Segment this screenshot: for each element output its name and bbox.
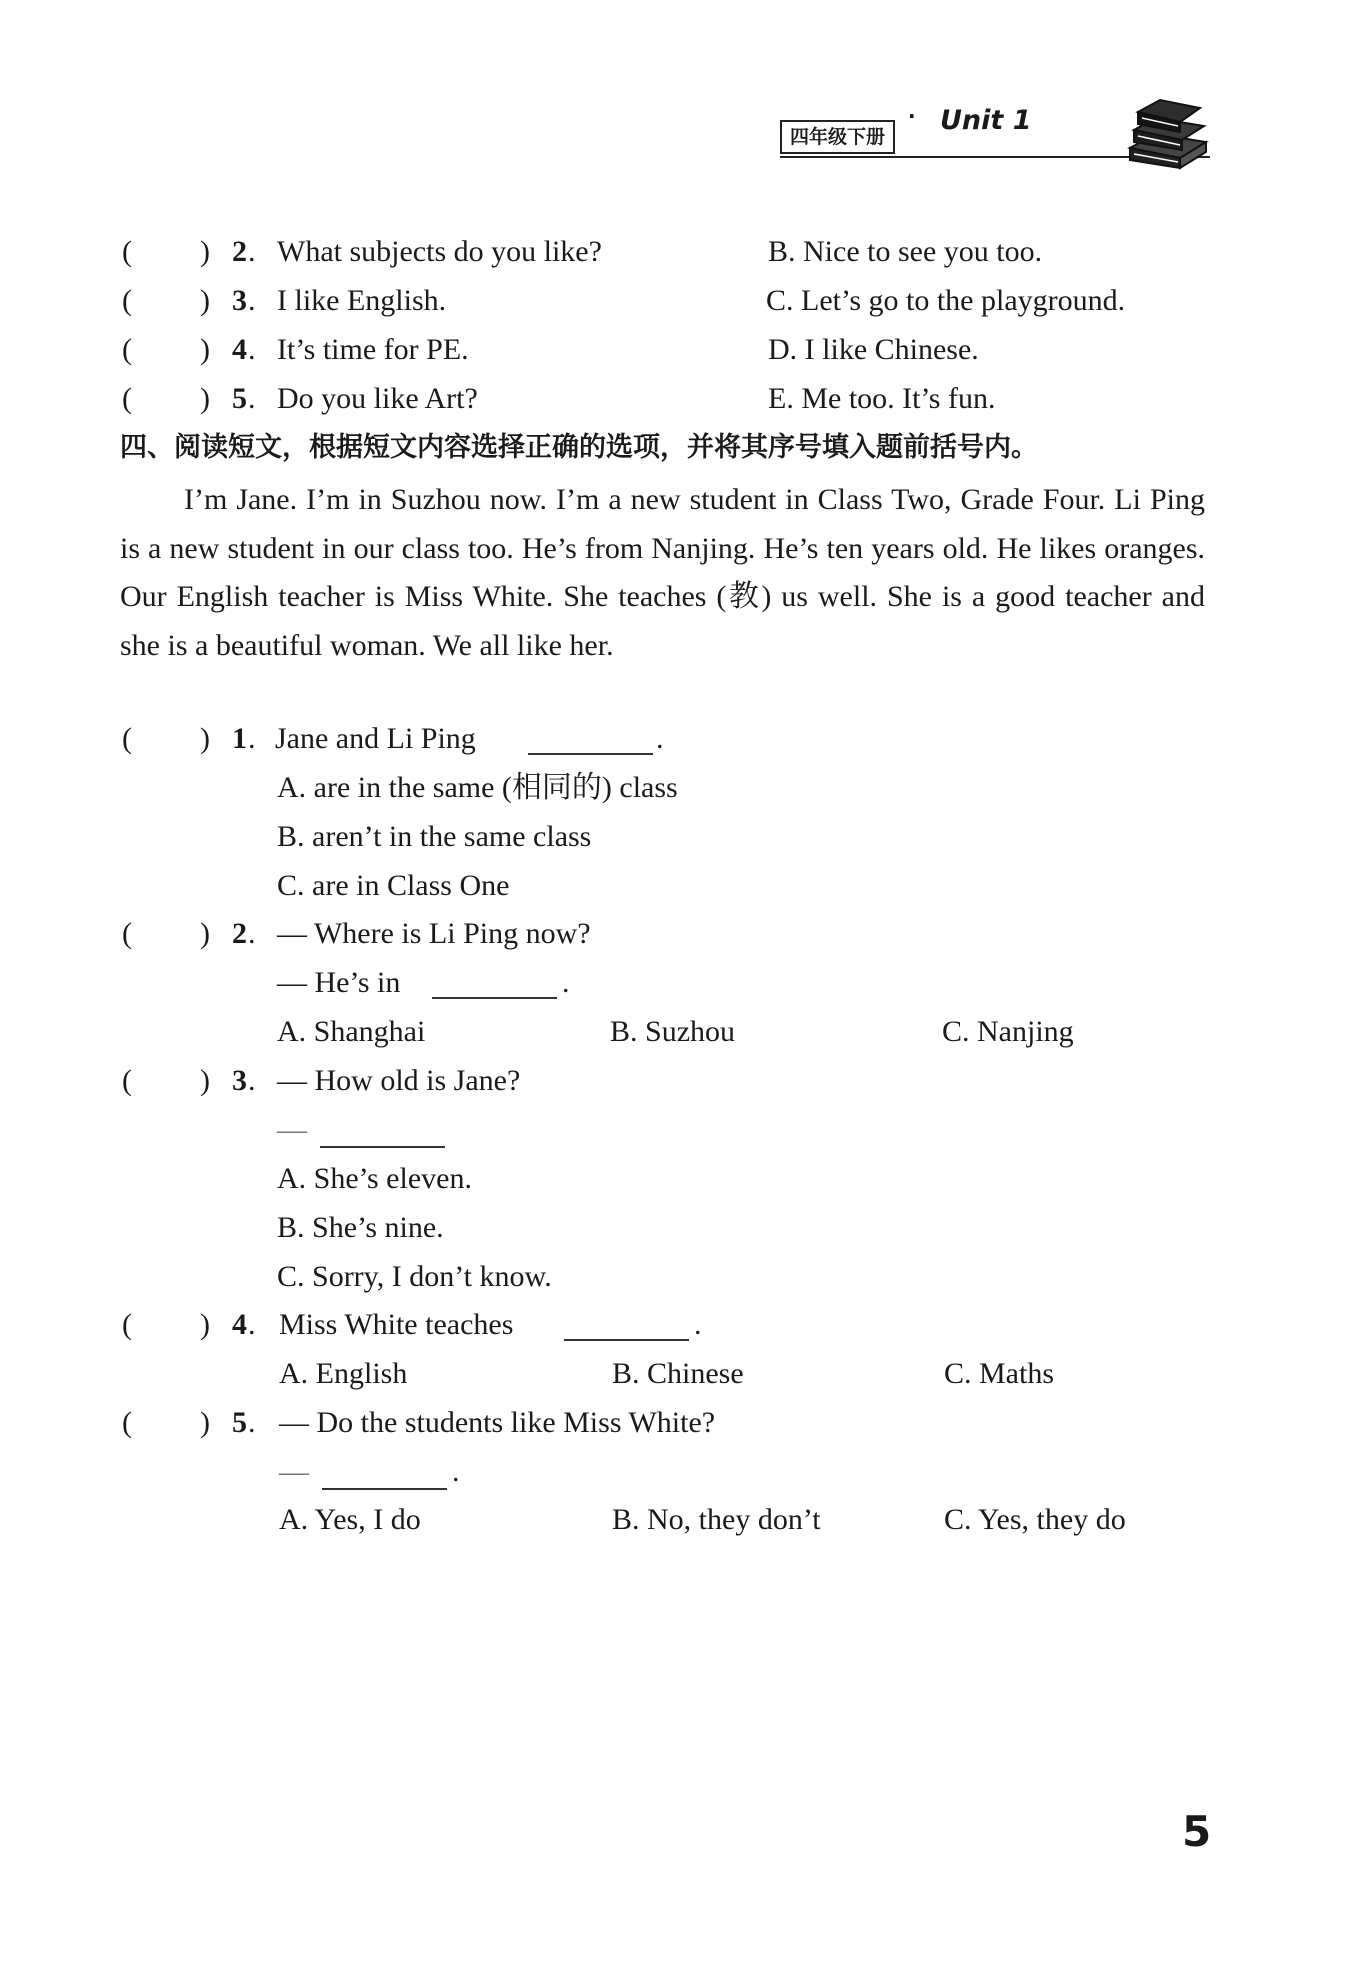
option-c: C. Nanjing (942, 1015, 1074, 1048)
answer-paren-left: ( (122, 1064, 132, 1097)
answer-paren-left: ( (122, 382, 132, 415)
question-number: 5 (232, 382, 247, 415)
option-a: A. Yes, I do (279, 1503, 421, 1536)
question-stem: Miss White teaches (279, 1308, 514, 1341)
number-dot: . (248, 722, 256, 755)
page-number: 5 (1182, 1807, 1212, 1856)
question-number: 5 (232, 1406, 247, 1439)
number-dot: . (248, 333, 256, 366)
number-dot: . (248, 1308, 256, 1341)
option-a: A. English (279, 1357, 408, 1390)
question-text: I like English. (277, 284, 447, 317)
books-icon (1120, 90, 1210, 170)
question-text: Do you like Art? (277, 382, 478, 415)
option-b: B. Chinese (612, 1357, 744, 1390)
section-title: 四、阅读短文，根据短文内容选择正确的选项，并将其序号填入题前括号内。 (120, 432, 1038, 463)
answer-paren-right: ) (200, 722, 210, 755)
option-a: A. are in the same (相同的) class (277, 771, 678, 804)
question-number: 3 (232, 284, 247, 317)
answer-blank (564, 1321, 689, 1341)
option-b: B. She’s nine. (277, 1211, 444, 1244)
question-text: It’s time for PE. (277, 333, 469, 366)
answer-paren-left: ( (122, 333, 132, 366)
dialogue-line: — How old is Jane? (277, 1064, 521, 1097)
option-c: C. Maths (944, 1357, 1055, 1390)
answer-paren-left: ( (122, 1406, 132, 1439)
answer-paren-right: ) (200, 333, 210, 366)
dialogue-dash: — (277, 1113, 307, 1146)
reading-passage (120, 476, 1205, 670)
stem-period: . (452, 1455, 460, 1488)
answer-paren-right: ) (200, 382, 210, 415)
option-c: C. are in Class One (277, 869, 510, 902)
answer-paren-left: ( (122, 1308, 132, 1341)
dialogue-line: — Where is Li Ping now? (277, 917, 591, 950)
option-b: B. No, they don’t (612, 1503, 821, 1536)
number-dot: . (248, 1406, 256, 1439)
option-a: A. She’s eleven. (277, 1162, 472, 1195)
question-number: 4 (232, 1308, 247, 1341)
stem-period: . (694, 1308, 702, 1341)
answer-paren-left: ( (122, 722, 132, 755)
answer-paren-right: ) (200, 1308, 210, 1341)
question-stem: Jane and Li Ping (275, 722, 476, 755)
answer-paren-left: ( (122, 917, 132, 950)
answer-paren-right: ) (200, 284, 210, 317)
option-c: C. Sorry, I don’t know. (277, 1260, 552, 1293)
answer-paren-left: ( (122, 235, 132, 268)
answer-blank (322, 1470, 447, 1490)
option-text: D. I like Chinese. (768, 333, 979, 366)
answer-blank (432, 979, 557, 999)
number-dot: . (248, 235, 256, 268)
question-number: 2 (232, 235, 247, 268)
option-text: E. Me too. It’s fun. (768, 382, 996, 415)
answer-blank (528, 735, 653, 755)
dialogue-line: — He’s in (277, 966, 401, 999)
number-dot: . (248, 1064, 256, 1097)
answer-paren-right: ) (200, 917, 210, 950)
answer-paren-left: ( (122, 284, 132, 317)
answer-paren-right: ) (200, 235, 210, 268)
question-number: 4 (232, 333, 247, 366)
unit-title: Unit 1 (940, 105, 1032, 136)
passage-text: I’m Jane. I’m in Suzhou now. I’m a new student in Class Two, Grade Four. Li Ping is a new student in our class too. He’s from Nanjing. He’s ten years old. He likes oranges. Our English teacher is Miss White. She teaches (教) us well. She is a good teacher and she is a beautiful woman. We all like her. (120, 483, 1205, 662)
number-dot: . (248, 917, 256, 950)
header-dot: · (908, 104, 916, 128)
stem-period: . (562, 966, 570, 999)
option-b: B. Suzhou (610, 1015, 736, 1048)
grade-label: 四年级下册 (780, 120, 895, 154)
stem-period: . (656, 722, 664, 755)
answer-paren-right: ) (200, 1064, 210, 1097)
option-text: C. Let’s go to the playground. (766, 284, 1126, 317)
question-text: What subjects do you like? (277, 235, 602, 268)
option-b: B. aren’t in the same class (277, 820, 592, 853)
option-text: B. Nice to see you too. (768, 235, 1043, 268)
option-a: A. Shanghai (277, 1015, 426, 1048)
number-dot: . (248, 284, 256, 317)
dialogue-line: — Do the students like Miss White? (279, 1406, 716, 1439)
dialogue-dash: — (279, 1455, 309, 1488)
number-dot: . (248, 382, 256, 415)
question-number: 1 (232, 722, 247, 755)
question-number: 3 (232, 1064, 247, 1097)
answer-paren-right: ) (200, 1406, 210, 1439)
answer-blank (320, 1128, 445, 1148)
question-number: 2 (232, 917, 247, 950)
option-c: C. Yes, they do (944, 1503, 1126, 1536)
